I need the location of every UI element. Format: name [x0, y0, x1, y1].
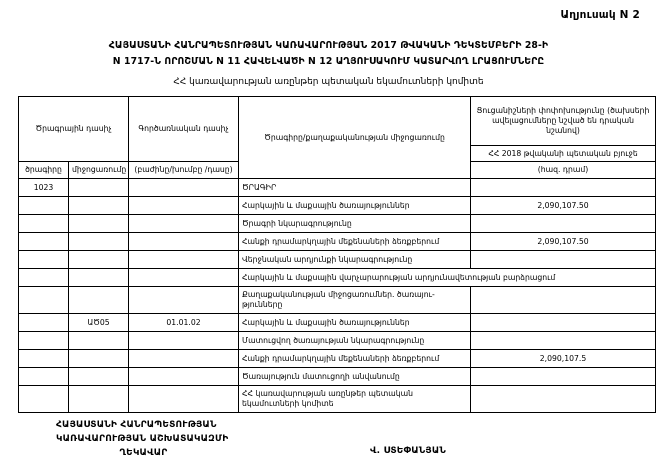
cell-description: ԾՐԱԳԻՐ — [239, 179, 471, 197]
cell-amount: 2,090,107.50 — [471, 233, 656, 251]
cell-functional-code — [129, 233, 239, 251]
cell-amount — [471, 179, 656, 197]
header-indicators-change: Ցուցանիշների փոփոխությունը (ծախսերի ավելացումները նշված են դրական նշանով) — [471, 97, 656, 146]
header-program-measure: Ծրագիրը/քաղաքականության միջոցառումը — [239, 97, 471, 179]
cell-program-code — [19, 386, 69, 413]
budget-table-container — [18, 96, 655, 413]
cell-description: Ծառայություն մատուցողի անվանումը — [239, 368, 471, 386]
table-row — [19, 215, 656, 233]
cell-functional-code — [129, 197, 239, 215]
header-row-main — [19, 97, 656, 146]
cell-amount — [471, 386, 656, 413]
cell-description: Հանքի դրամարկղային մեքենաների ձեռքբերում — [239, 233, 471, 251]
cell-description: Ծրագրի նկարագրությունը — [239, 215, 471, 233]
cell-measure-code — [69, 197, 129, 215]
cell-measure-code — [69, 179, 129, 197]
cell-program-code — [19, 368, 69, 386]
cell-measure-code — [69, 287, 129, 314]
table-row — [19, 314, 656, 332]
cell-description: Վերջնական արդյունքի նկարագրությունը — [239, 251, 471, 269]
cell-program-code: 1023 — [19, 179, 69, 197]
annex-label: Աղյուսակ N 2 — [560, 9, 640, 21]
signatory-name: Վ. ՍՏԵՓԱՆՅԱՆ — [370, 446, 446, 456]
cell-program-code — [19, 251, 69, 269]
cell-program-code — [19, 314, 69, 332]
subheader-measure: միջոցառումը — [69, 162, 129, 179]
table-header — [19, 97, 656, 179]
cell-functional-code — [129, 215, 239, 233]
cell-program-code — [19, 350, 69, 368]
signatory-title — [56, 418, 231, 460]
table-row — [19, 350, 656, 368]
table-row — [19, 197, 656, 215]
cell-measure-code — [69, 368, 129, 386]
table-row — [19, 251, 656, 269]
table-row — [19, 233, 656, 251]
subheader-division: (բաժինը/խումբը /դասը) — [129, 162, 239, 179]
signatory-title-line-3: ՂԵԿԱՎԱՐ — [119, 448, 168, 458]
cell-functional-code — [129, 179, 239, 197]
cell-program-code — [19, 197, 69, 215]
document-title — [0, 38, 657, 70]
cell-measure-code — [69, 215, 129, 233]
cell-measure-code — [69, 233, 129, 251]
cell-description: Հարկային և մաքսային ծառայություններ — [239, 314, 471, 332]
cell-functional-code — [129, 350, 239, 368]
cell-functional-code — [129, 251, 239, 269]
cell-functional-code — [129, 287, 239, 314]
cell-description: Հարկային և մաքսային վարչարարության արդյունավետության բարձրացում — [239, 269, 656, 287]
header-unit: (հազ. դրամ) — [471, 162, 656, 179]
budget-table — [18, 96, 656, 413]
table-body — [19, 179, 656, 413]
signatory-title-line-2: ԿԱՌԱՎԱՐՈՒԹՅԱՆ ԱՇԽԱՏԱԿԱԶՄԻ — [56, 434, 229, 444]
table-row — [19, 386, 656, 413]
cell-functional-code — [129, 332, 239, 350]
cell-measure-code — [69, 269, 129, 287]
cell-measure-code — [69, 332, 129, 350]
subheader-program: ծրագիրը — [19, 162, 69, 179]
cell-program-code — [19, 269, 69, 287]
cell-measure-code: ԱԾ05 — [69, 314, 129, 332]
header-functional-code: Գործառնական դասիչ — [129, 97, 239, 162]
cell-description: Հարկային և մաքսային ծառայություններ — [239, 197, 471, 215]
cell-functional-code — [129, 368, 239, 386]
cell-program-code — [19, 332, 69, 350]
cell-amount — [471, 251, 656, 269]
cell-amount — [471, 314, 656, 332]
cell-functional-code — [129, 386, 239, 413]
cell-description: Մատուցվող ծառայության նկարագրությունը — [239, 332, 471, 350]
header-budget-year: ՀՀ 2018 թվականի պետական բյուջե — [471, 146, 656, 162]
cell-amount — [471, 368, 656, 386]
document-subtitle: ՀՀ կառավարության առընթեր պետական եկամուտների կոմիտե — [173, 77, 484, 87]
cell-functional-code — [129, 269, 239, 287]
title-line-1: ՀԱՅԱՍՏԱՆԻ ՀԱՆՐԱՊԵՏՈՒԹՅԱՆ ԿԱՌԱՎԱՐՈՒԹՅԱՆ 2017 ԹՎԱԿԱՆԻ ԴԵԿՏԵՄԲԵՐԻ 28-Ի — [108, 40, 549, 51]
title-line-2: N 1717-Ն ՈՐՈՇՄԱՆ N 11 ՀԱՎԵԼՎԱԾԻ N 12 ԱՂՅՈՒՍԱԿՈՒՄ ԿԱՏԱՐՎՈՂ ԼՐԱՑՈՒՄՆԵՐԸ — [112, 56, 545, 67]
table-row — [19, 287, 656, 314]
cell-description: Քաղաքականության միջոցառումներ. ծառայու-թյունները — [239, 287, 471, 314]
table-row — [19, 332, 656, 350]
table-row — [19, 269, 656, 287]
signatory-title-line-1: ՀԱՅԱՍՏԱՆԻ ՀԱՆՐԱՊԵՏՈՒԹՅԱՆ — [56, 420, 217, 430]
header-program-code: Ծրագրային դասիչ — [19, 97, 129, 162]
cell-amount — [471, 215, 656, 233]
cell-measure-code — [69, 350, 129, 368]
cell-description: Հանքի դրամարկղային մեքենաների ձեռքբերում — [239, 350, 471, 368]
cell-description: ՀՀ կառավարության առընթեր պետական եկամուտների կոմիտե — [239, 386, 471, 413]
table-row — [19, 368, 656, 386]
cell-program-code — [19, 215, 69, 233]
cell-amount: 2,090,107.5 — [471, 350, 656, 368]
cell-measure-code — [69, 386, 129, 413]
cell-program-code — [19, 233, 69, 251]
cell-amount — [471, 287, 656, 314]
cell-functional-code: 01.01.02 — [129, 314, 239, 332]
cell-amount: 2,090,107.50 — [471, 197, 656, 215]
cell-measure-code — [69, 251, 129, 269]
table-row — [19, 179, 656, 197]
cell-amount — [471, 332, 656, 350]
cell-program-code — [19, 287, 69, 314]
